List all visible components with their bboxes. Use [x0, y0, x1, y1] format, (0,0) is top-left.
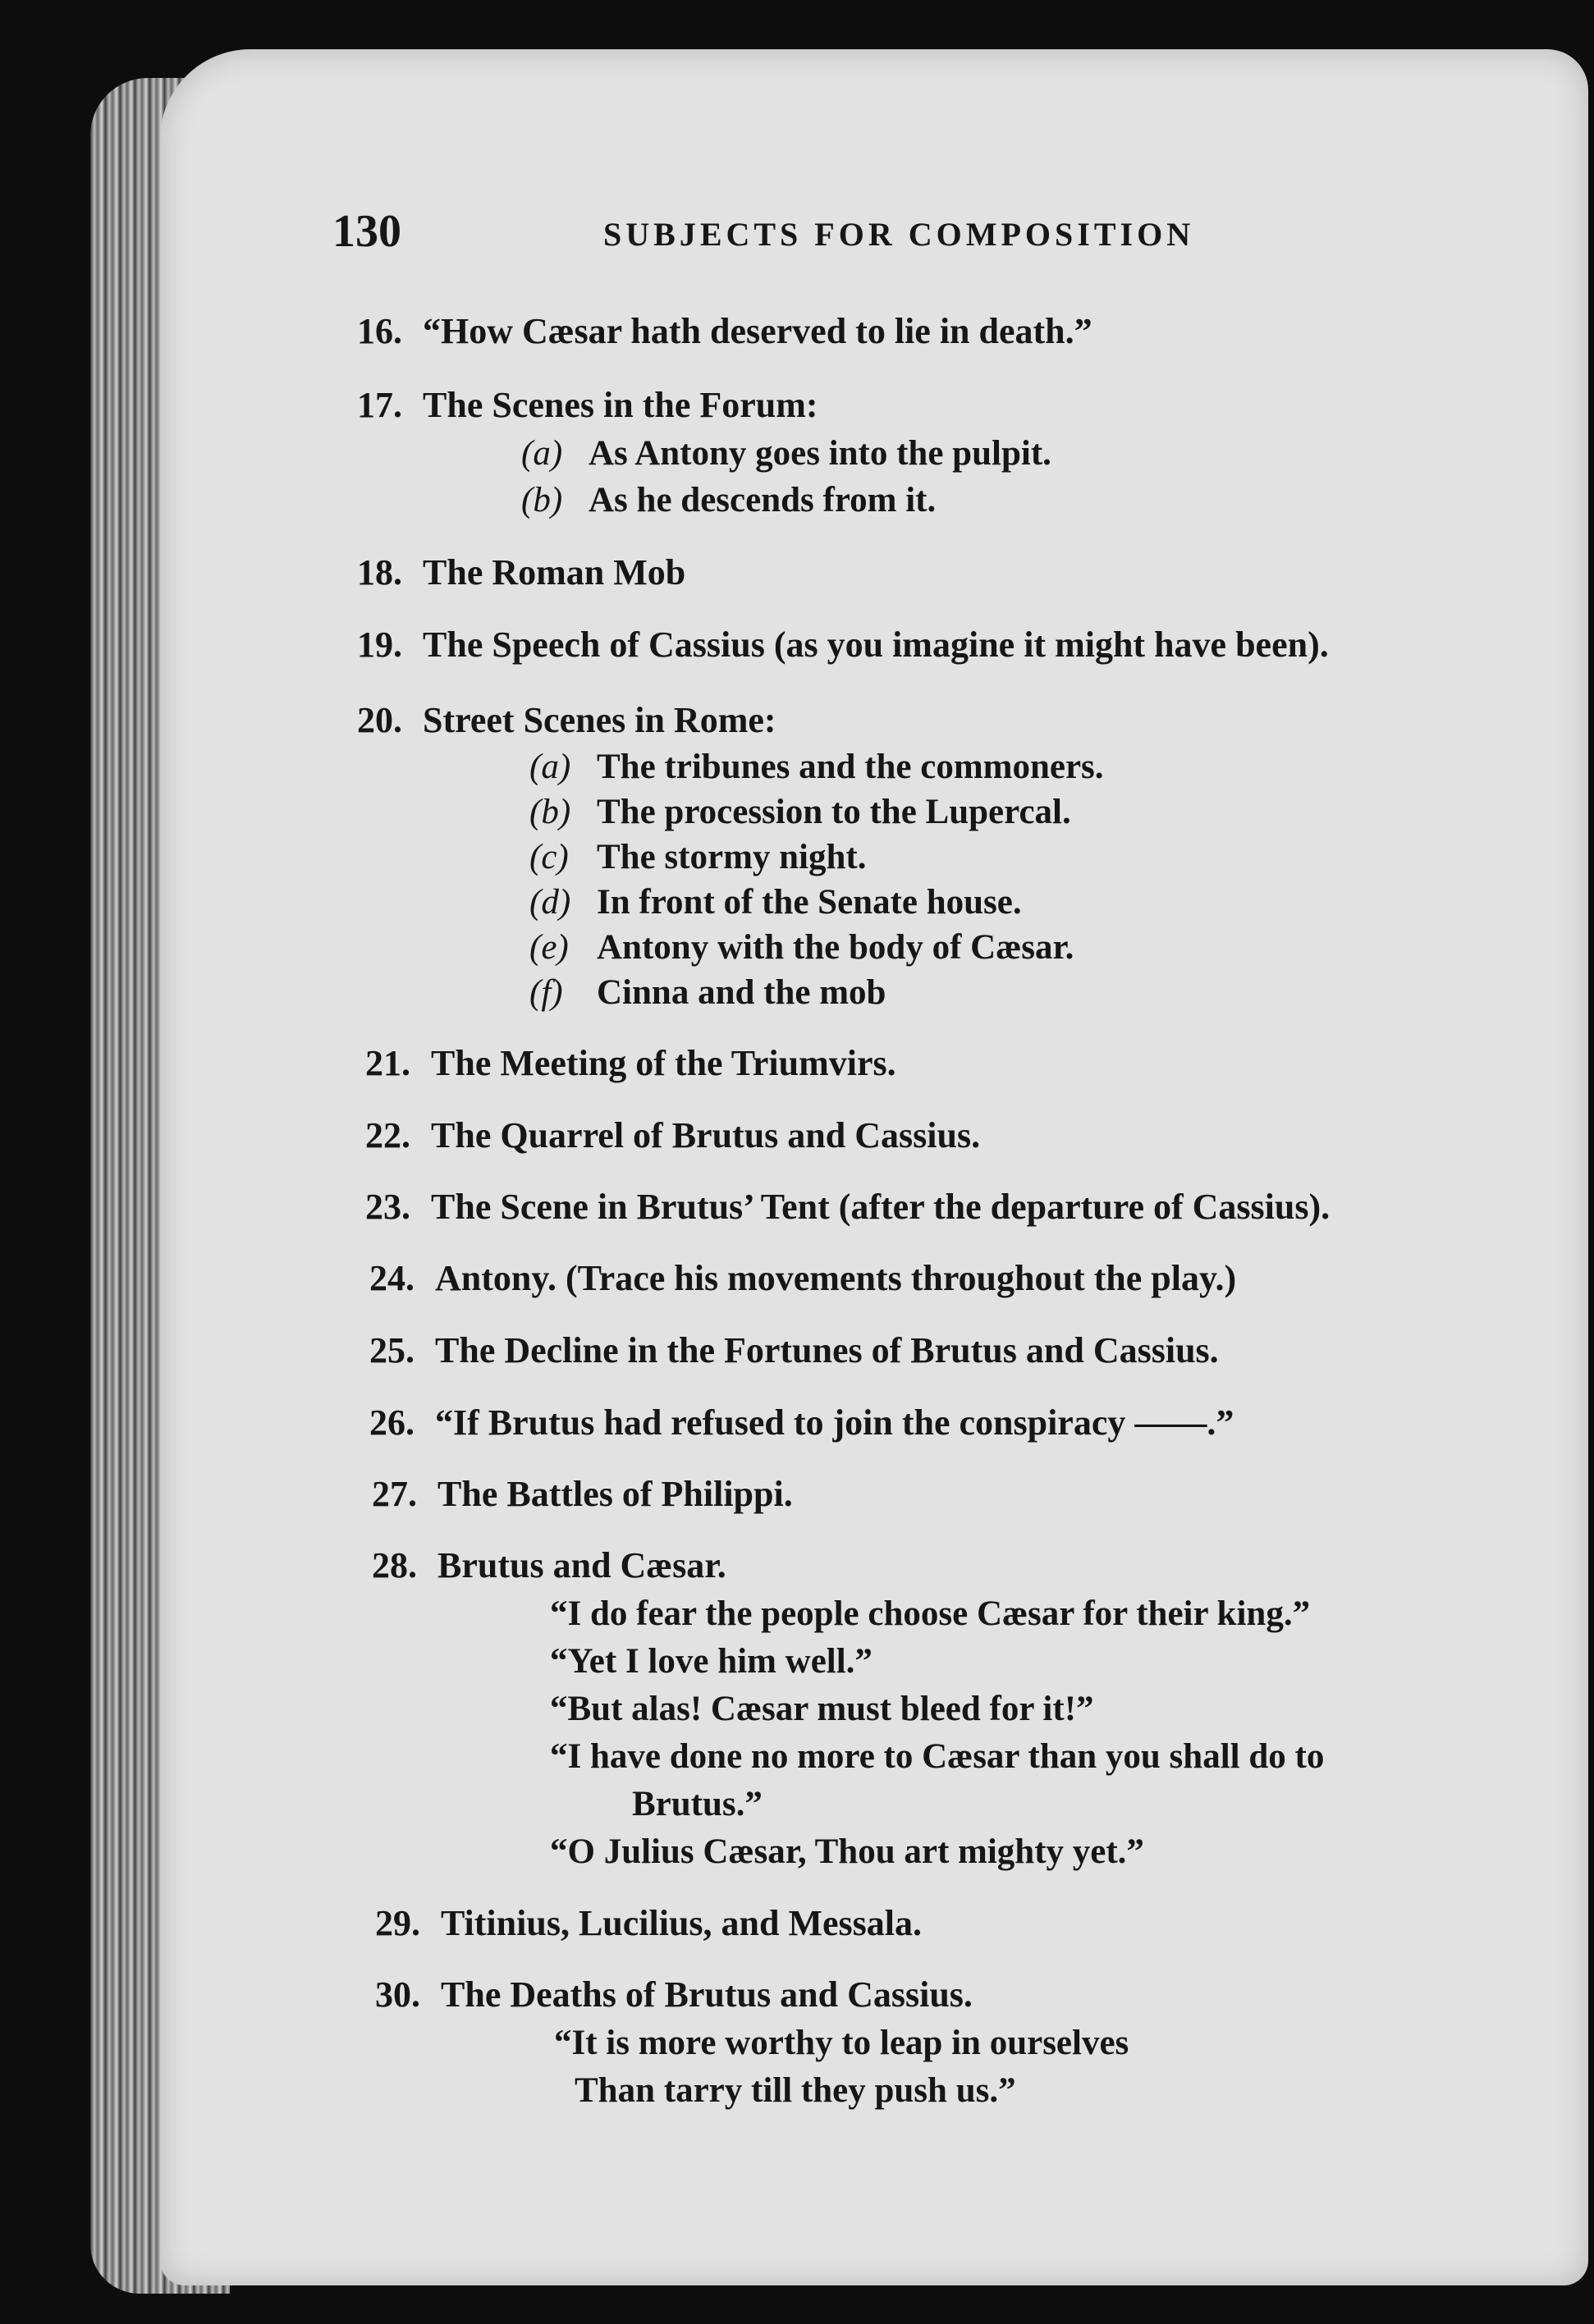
subitem-label: (a): [521, 434, 563, 473]
entry-text: “How Cæsar hath deserved to lie in death.”: [423, 311, 1092, 351]
entry-number: 22.: [365, 1115, 410, 1155]
subitem-text: The procession to the Lupercal.: [597, 793, 1071, 831]
entry-number: 18.: [357, 552, 402, 592]
entry-text: The Decline in the Fortunes of Brutus and Cassius.: [435, 1330, 1219, 1370]
quote-line: “But alas! Cæsar must bleed for it!”: [550, 1690, 1094, 1728]
subitem-label: (c): [529, 838, 569, 876]
entry-text: “If Brutus had refused to join the conspiracy ——.”: [435, 1402, 1234, 1443]
quote-line: “I have done no more to Cæsar than you shall do to: [550, 1737, 1325, 1776]
subitem-text: The tribunes and the commoners.: [597, 748, 1104, 786]
running-title: SUBJECTS FOR COMPOSITION: [603, 216, 1195, 253]
entry-number: 19.: [357, 624, 402, 665]
page-number: 130: [332, 206, 401, 257]
subitem-text: Antony with the body of Cæsar.: [597, 928, 1074, 967]
entry-19: [357, 624, 1555, 666]
entry-30: [375, 1974, 1573, 2015]
quote-line: “Yet I love him well.”: [550, 1642, 873, 1681]
entry-text: The Battles of Philippi.: [437, 1474, 793, 1514]
entry-20: [357, 699, 1555, 741]
subitem: [529, 837, 866, 877]
entry-number: 25.: [369, 1330, 415, 1370]
subitem-text: The stormy night.: [597, 838, 867, 876]
entry-number: 20.: [357, 700, 402, 740]
subitem-label: (e): [529, 928, 569, 967]
subitem-text: In front of the Senate house.: [597, 883, 1022, 922]
entry-number: 28.: [372, 1545, 417, 1585]
subitem: [529, 747, 1104, 787]
entry-27: [372, 1473, 1570, 1515]
entry-text: Brutus and Cæsar.: [437, 1545, 726, 1585]
entry-21: [365, 1042, 1564, 1084]
entry-22: [365, 1114, 1564, 1156]
entry-29: [375, 1902, 1573, 1944]
subitem-label: (b): [521, 481, 563, 519]
entry-text: The Roman Mob: [423, 552, 686, 592]
entry-number: 24.: [369, 1258, 415, 1298]
subitem-label: (d): [529, 883, 571, 922]
quote-line: Than tarry till they push us.”: [575, 2071, 1016, 2110]
entry-number: 23.: [365, 1187, 410, 1227]
subitem: [521, 433, 1051, 473]
quote-line: “O Julius Cæsar, Thou art mighty yet.”: [550, 1832, 1144, 1871]
entry-text: The Scene in Brutus’ Tent (after the departure of Cassius).: [431, 1187, 1331, 1227]
subitem-label: (b): [529, 793, 571, 831]
entry-number: 30.: [375, 1974, 420, 2015]
subitem: [529, 792, 1071, 832]
subitem: [529, 927, 1074, 968]
quote-line: Brutus.”: [632, 1785, 763, 1823]
subitem-text: As he descends from it.: [589, 481, 937, 519]
subitem: [529, 882, 1022, 922]
subitem-text: As Antony goes into the pulpit.: [589, 434, 1051, 473]
entry-number: 16.: [357, 311, 402, 351]
entry-26: [369, 1402, 1568, 1443]
quote-line: “I do fear the people choose Cæsar for their king.”: [550, 1594, 1311, 1633]
subitem: [521, 480, 936, 520]
book-page: [160, 49, 1588, 2285]
page-content: [160, 49, 1588, 2285]
entry-25: [369, 1329, 1568, 1371]
entry-number: 21.: [365, 1043, 410, 1083]
subitem: [529, 972, 886, 1013]
entry-number: 17.: [357, 385, 402, 425]
entry-24: [369, 1257, 1568, 1299]
subitem-label: (f): [529, 973, 563, 1012]
quote-line: “It is more worthy to leap in ourselves: [554, 2024, 1129, 2062]
entry-number: 26.: [369, 1402, 415, 1443]
entry-text: The Deaths of Brutus and Cassius.: [441, 1974, 973, 2015]
entry-23: [365, 1186, 1564, 1228]
entry-number: 27.: [372, 1474, 417, 1514]
entry-text: The Scenes in the Forum:: [423, 385, 818, 425]
entry-number: 29.: [375, 1903, 420, 1943]
entry-text: The Speech of Cassius (as you imagine it might have been).: [423, 624, 1329, 665]
entry-text: Titinius, Lucilius, and Messala.: [441, 1903, 923, 1943]
subitem-text: Cinna and the mob: [597, 973, 886, 1012]
entry-18: [357, 551, 1555, 593]
page-header: [332, 205, 1465, 304]
entry-28: [372, 1544, 1570, 1586]
entry-text: Antony. (Trace his movements throughout the play.): [435, 1258, 1237, 1298]
entry-text: Street Scenes in Rome:: [423, 700, 776, 740]
entry-17: [357, 384, 1555, 426]
entry-text: The Quarrel of Brutus and Cassius.: [431, 1115, 981, 1155]
subitem-label: (a): [529, 748, 571, 786]
entry-16: [357, 310, 1555, 352]
entry-text: The Meeting of the Triumvirs.: [431, 1043, 896, 1083]
